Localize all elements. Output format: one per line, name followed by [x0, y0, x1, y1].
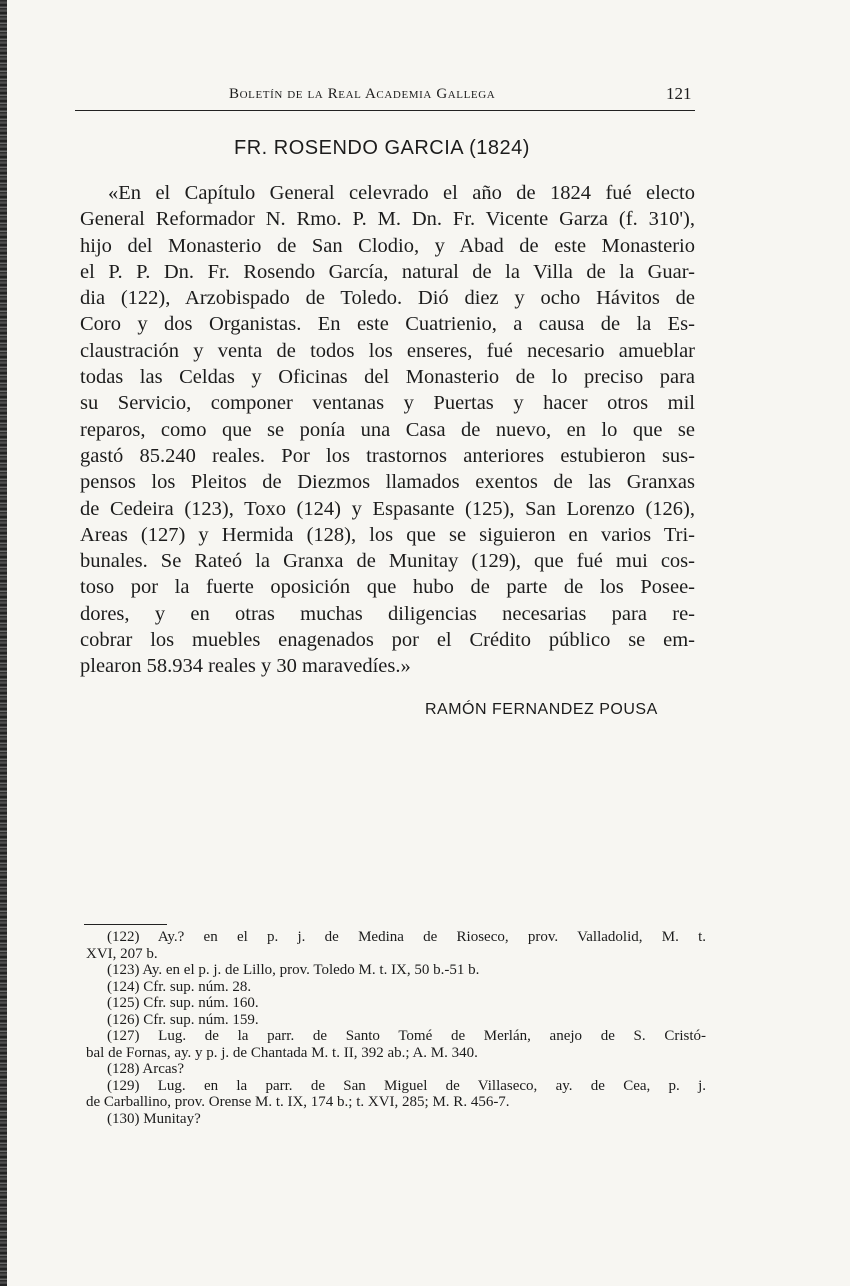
author-signature: RAMÓN FERNANDEZ POUSA [425, 701, 658, 718]
footnote-rule [84, 924, 167, 925]
body-line: dia (122), Arzobispado de Toledo. Dió diez y ocho Hávitos de [80, 287, 695, 310]
footnote-line: (130) Munitay? [107, 1110, 201, 1127]
body-line: hijo del Monasterio de San Clodio, y Abad de este Monasterio [80, 234, 695, 257]
body-line: gastó 85.240 reales. Por los trastornos anteriores estubieron sus- [80, 444, 695, 467]
body-line: claustración y venta de todos los enseres, fué necesario amueblar [80, 339, 695, 362]
body-line: cobrar los muebles enagenados por el Crédito público se em- [80, 629, 695, 652]
article-body [80, 180, 695, 680]
footnote-line: (129) Lug. en la parr. de San Miguel de Villaseco, ay. de Cea, p. j. [107, 1077, 706, 1094]
footnote-line: (122) Ay.? en el p. j. de Medina de Rioseco, prov. Valladolid, M. t. [107, 929, 706, 945]
body-line: dores, y en otras muchas diligencias necesarias para re- [80, 602, 695, 625]
body-line: Coro y dos Organistas. En este Cuatrienio, a causa de la Es- [80, 313, 695, 336]
body-line: General Reformador N. Rmo. P. M. Dn. Fr. Vicente Garza (f. 310'), [80, 208, 695, 231]
page-number: 121 [666, 84, 692, 103]
footnote-line: (124) Cfr. sup. núm. 28. [107, 978, 252, 995]
footnote-line: XVI, 207 b. [86, 945, 158, 962]
header-rule [75, 110, 695, 111]
body-line: Areas (127) y Hermida (128), los que se siguieron en varios Tri- [80, 523, 695, 546]
footnote-line: (127) Lug. de la parr. de Santo Tomé de Merlán, anejo de S. Cristó- [107, 1028, 706, 1044]
body-line: toso por la fuerte oposición que hubo de parte de los Posee- [80, 576, 695, 599]
footnotes [86, 929, 706, 1127]
footnote-line: de Carballino, prov. Orense M. t. IX, 174 b.; t. XVI, 285; M. R. 456-7. [86, 1094, 510, 1110]
footnote-line: (126) Cfr. sup. núm. 159. [107, 1011, 259, 1028]
body-line: «En el Capítulo General celevrado el año de 1824 fué electo [108, 182, 695, 204]
footnote-line: (123) Ay. en el p. j. de Lillo, prov. Toledo M. t. IX, 50 b.-51 b. [107, 962, 480, 978]
body-line: plearon 58.934 reales y 30 maravedíes.» [80, 655, 411, 678]
body-line: de Cedeira (123), Toxo (124) y Espasante (125), San Lorenzo (126), [80, 497, 695, 520]
body-line: el P. P. Dn. Fr. Rosendo García, natural de la Villa de la Guar- [80, 260, 695, 283]
footnote-line: (128) Arcas? [107, 1061, 185, 1077]
body-line: pensos los Pleitos de Diezmos llamados exentos de las Granxas [80, 471, 695, 494]
footnote-line: bal de Fornas, ay. y p. j. de Chantada M. t. II, 392 ab.; A. M. 340. [86, 1044, 478, 1061]
book-binding-edge [0, 0, 7, 1286]
body-line: reparos, como que se ponía una Casa de nuevo, en lo que se [80, 418, 695, 441]
running-header-title: Boletín de la Real Academia Gallega [229, 86, 496, 102]
body-line: bunales. Se Rateó la Granxa de Munitay (129), que fué mui cos- [80, 550, 695, 573]
article-title: FR. ROSENDO GARCIA (1824) [234, 137, 530, 159]
footnote-line: (125) Cfr. sup. núm. 160. [107, 995, 259, 1011]
body-line: su Servicio, componer ventanas y Puertas y hacer otros mil [80, 392, 695, 415]
body-line: todas las Celdas y Oficinas del Monasterio de lo preciso para [80, 366, 695, 389]
